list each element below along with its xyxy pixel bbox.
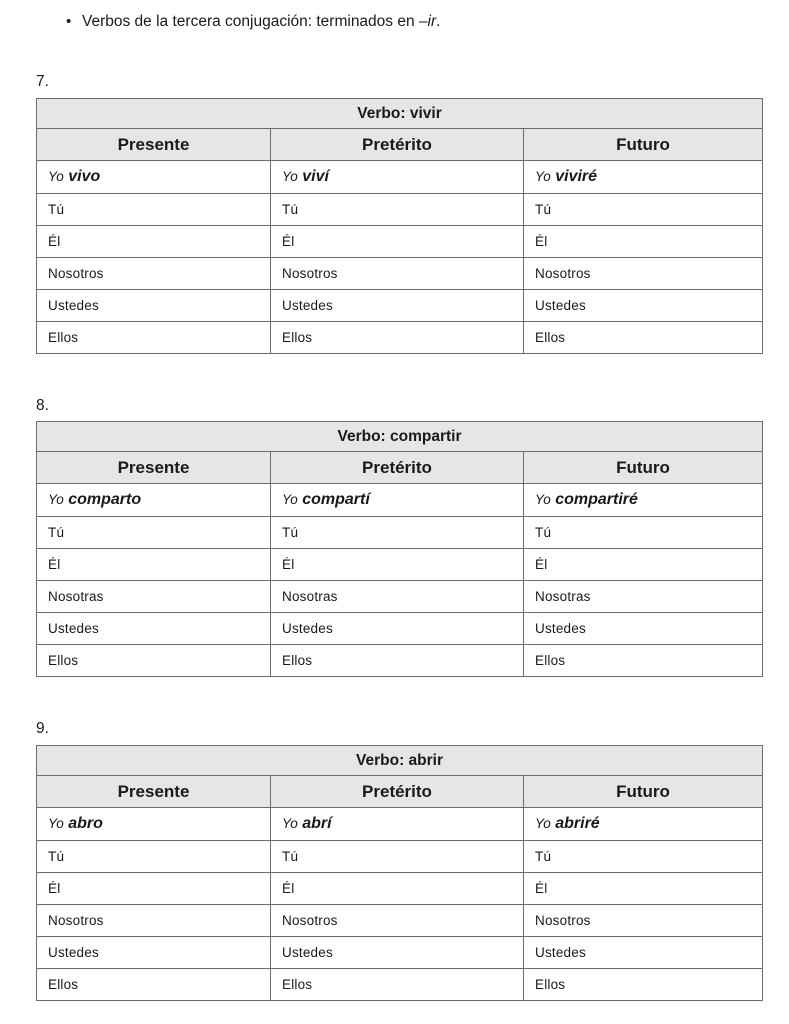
table-cell: Nosotros — [271, 258, 524, 290]
table-cell: Ellos — [37, 322, 271, 354]
table-cell: Tú — [37, 517, 271, 549]
table-row — [37, 517, 763, 549]
pronoun-label: Yo — [282, 492, 298, 507]
verb-form: viviré — [555, 168, 598, 185]
header-preterito: Pretérito — [271, 129, 524, 161]
table-cell: Ustedes — [271, 937, 524, 969]
table-cell: Él — [271, 226, 524, 258]
intro-text: Verbos de la tercera conjugación: terminados en — [82, 13, 419, 30]
table-row — [37, 581, 763, 613]
verb-form: compartiré — [555, 491, 638, 508]
table-row — [37, 258, 763, 290]
verb-form: abro — [68, 815, 103, 832]
table-cell: Tú — [37, 194, 271, 226]
table-cell: Nosotros — [37, 905, 271, 937]
header-presente: Presente — [37, 129, 271, 161]
table-cell: Nosotras — [271, 581, 524, 613]
conjugation-table — [36, 745, 763, 1001]
pronoun-label: Yo — [282, 816, 298, 831]
conjugation-table — [36, 98, 763, 354]
table-title: Verbo: vivir — [37, 99, 763, 129]
header-presente: Presente — [37, 452, 271, 484]
pronoun-label: Yo — [48, 492, 64, 507]
exercise-number: 9. — [36, 720, 49, 737]
yo-preterito-cell — [271, 484, 524, 517]
verb-form: abriré — [555, 815, 600, 832]
table-cell: Ellos — [271, 969, 524, 1001]
header-preterito: Pretérito — [271, 452, 524, 484]
table-cell: Nosotros — [524, 258, 763, 290]
verb-form: compartí — [302, 491, 370, 508]
table-cell: Tú — [271, 194, 524, 226]
verb-form: viví — [302, 168, 329, 185]
table-cell: Nosotros — [271, 905, 524, 937]
table-cell: Nosotras — [524, 581, 763, 613]
header-futuro: Futuro — [524, 129, 763, 161]
table-cell: Él — [37, 226, 271, 258]
table-cell: Él — [271, 549, 524, 581]
table-row — [37, 161, 763, 194]
intro-period: . — [436, 13, 441, 30]
verb-form: vivo — [68, 168, 101, 185]
intro-bullet-line — [66, 11, 440, 33]
yo-presente-cell — [37, 808, 271, 841]
table-cell: Tú — [271, 841, 524, 873]
table-cell: Ellos — [271, 322, 524, 354]
table-cell: Tú — [37, 841, 271, 873]
table-cell: Nosotros — [524, 905, 763, 937]
bullet-icon: • — [66, 13, 72, 30]
table-row — [37, 290, 763, 322]
table-row — [37, 549, 763, 581]
pronoun-label: Yo — [535, 816, 551, 831]
table-row — [37, 322, 763, 354]
table-row — [37, 484, 763, 517]
pronoun-label: Yo — [535, 492, 551, 507]
table-cell: Ellos — [37, 969, 271, 1001]
table-cell: Ustedes — [37, 290, 271, 322]
header-preterito: Pretérito — [271, 776, 524, 808]
table-cell: Nosotras — [37, 581, 271, 613]
table-cell: Ustedes — [524, 613, 763, 645]
pronoun-label: Yo — [48, 816, 64, 831]
yo-futuro-cell — [524, 808, 763, 841]
pronoun-label: Yo — [535, 169, 551, 184]
table-cell: Ustedes — [271, 290, 524, 322]
pronoun-label: Yo — [282, 169, 298, 184]
table-row — [37, 645, 763, 677]
table-cell: Nosotros — [37, 258, 271, 290]
table-cell: Ellos — [524, 322, 763, 354]
table-cell: Él — [37, 873, 271, 905]
table-cell: Ustedes — [37, 937, 271, 969]
exercise-number: 7. — [36, 73, 49, 90]
yo-presente-cell — [37, 161, 271, 194]
table-row — [37, 873, 763, 905]
table-row — [37, 808, 763, 841]
table-cell: Él — [271, 873, 524, 905]
table-row — [37, 969, 763, 1001]
table-row — [37, 841, 763, 873]
table-row — [37, 194, 763, 226]
table-cell: Él — [524, 873, 763, 905]
header-presente: Presente — [37, 776, 271, 808]
table-cell: Él — [524, 226, 763, 258]
table-row — [37, 226, 763, 258]
table-cell: Tú — [524, 194, 763, 226]
table-cell: Ustedes — [524, 937, 763, 969]
table-cell: Ellos — [37, 645, 271, 677]
table-cell: Ustedes — [37, 613, 271, 645]
header-futuro: Futuro — [524, 776, 763, 808]
table-cell: Ellos — [271, 645, 524, 677]
table-cell: Tú — [524, 841, 763, 873]
verb-form: comparto — [68, 491, 142, 508]
table-row — [37, 613, 763, 645]
table-row — [37, 905, 763, 937]
table-cell: Él — [37, 549, 271, 581]
table-cell: Tú — [524, 517, 763, 549]
yo-presente-cell — [37, 484, 271, 517]
intro-ending: –ir — [418, 13, 437, 30]
yo-futuro-cell — [524, 484, 763, 517]
verb-form: abrí — [302, 815, 332, 832]
header-futuro: Futuro — [524, 452, 763, 484]
table-title: Verbo: abrir — [37, 746, 763, 776]
yo-preterito-cell — [271, 808, 524, 841]
table-row — [37, 937, 763, 969]
table-cell: Tú — [271, 517, 524, 549]
pronoun-label: Yo — [48, 169, 64, 184]
table-cell: Ustedes — [524, 290, 763, 322]
yo-preterito-cell — [271, 161, 524, 194]
table-cell: Ellos — [524, 969, 763, 1001]
table-cell: Ustedes — [271, 613, 524, 645]
table-cell: Él — [524, 549, 763, 581]
exercise-number: 8. — [36, 397, 49, 414]
conjugation-table — [36, 421, 763, 677]
table-title: Verbo: compartir — [37, 422, 763, 452]
yo-futuro-cell — [524, 161, 763, 194]
table-cell: Ellos — [524, 645, 763, 677]
